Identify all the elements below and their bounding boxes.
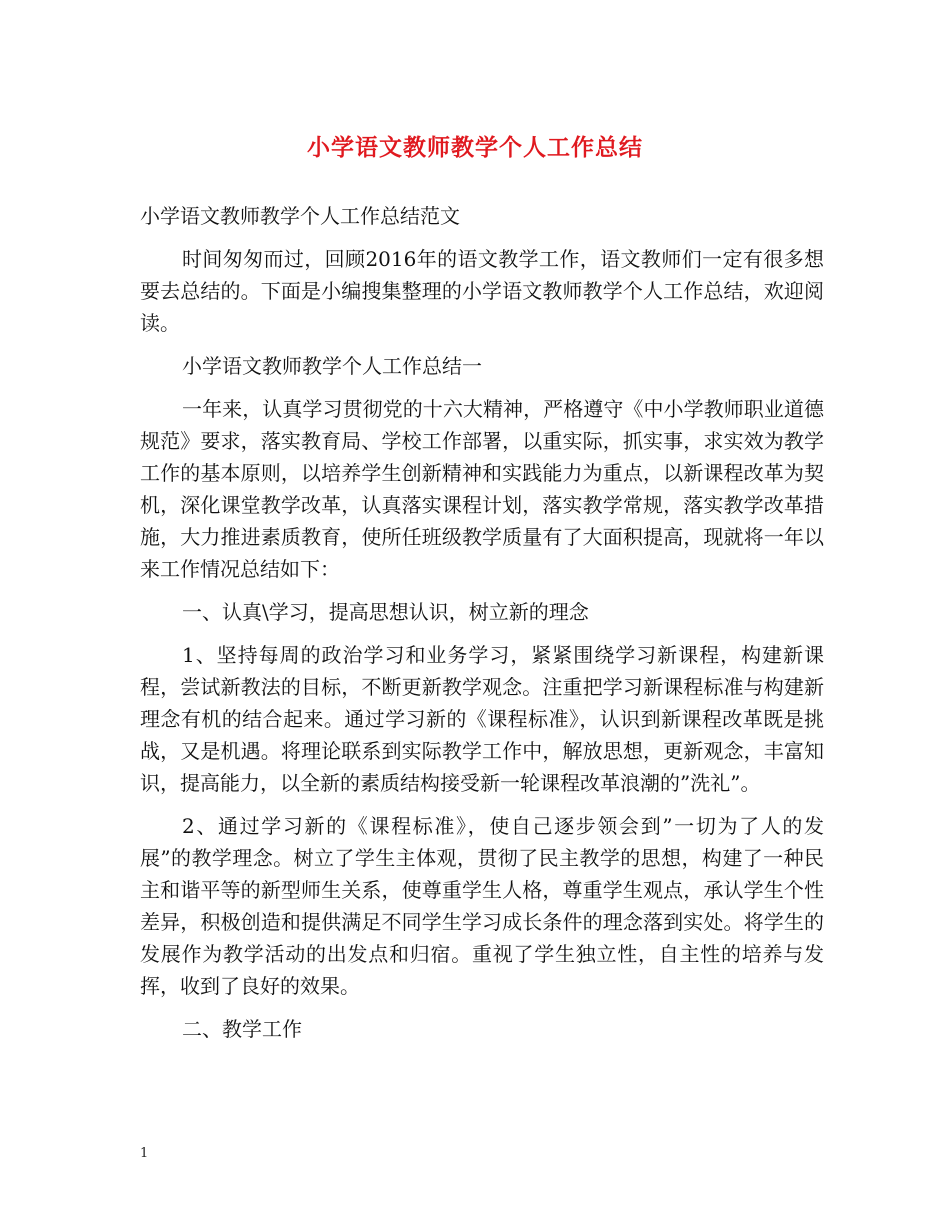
document-title: 小学语文教师教学个人工作总结	[307, 134, 643, 161]
subsection-heading: 一、认真\学习，提高思想认识，树立新的理念	[182, 600, 589, 624]
body-paragraph: 2、通过学习新的《课程标准》，使自己逐步领会到”一切为了人的发展”的教学理念。树立了学生主体观，贯彻了民主教学的思想，构建了一种民主和谐平等的新型师生关系，使尊重学生人格，尊重学生观点，承认学生个性差异，积极创造和提供满足不同学生学习成长条件的理念落到实处。将学生的发展作为教学活动的出发点和归宿。重视了学生独立性，自主性的培养与发挥，收到了良好的效果。	[140, 814, 824, 998]
page-number: 1	[140, 1146, 149, 1161]
document-body	[140, 200, 824, 1045]
body-paragraph: 一年来，认真学习贯彻党的十六大精神，严格遵守《中小学教师职业道德规范》要求，落实教育局、学校工作部署，以重实际，抓实事，求实效为教学工作的基本原则，以培养学生创新精神和实践能力为重点，以新课程改革为契机，深化课堂教学改革，认真落实课程计划，落实教学常规，落实教学改革措施，大力推进素质教育，使所任班级教学质量有了大面积提高，现就将一年以来工作情况总结如下：	[140, 397, 824, 581]
body-paragraph: 1、坚持每周的政治学习和业务学习，紧紧围绕学习新课程，构建新课程，尝试新教法的目标，不断更新教学观念。注重把学习新课程标准与构建新理念有机的结合起来。通过学习新的《课程标准》，认识到新课程改革既是挑战，又是机遇。将理论联系到实际教学工作中，解放思想，更新观念，丰富知识，提高能力，以全新的素质结构接受新一轮课程改革浪潮的”洗礼”。	[140, 643, 824, 795]
intro-paragraph: 时间匆匆而过，回顾2016年的语文教学工作，语文教师们一定有很多想要去总结的。下面是小编搜集整理的小学语文教师教学个人工作总结，欢迎阅读。	[140, 247, 824, 335]
section-heading-one: 小学语文教师教学个人工作总结一	[182, 354, 482, 378]
subtitle-paragraph: 小学语文教师教学个人工作总结范文	[140, 204, 460, 228]
subsection-heading: 二、教学工作	[182, 1017, 302, 1041]
